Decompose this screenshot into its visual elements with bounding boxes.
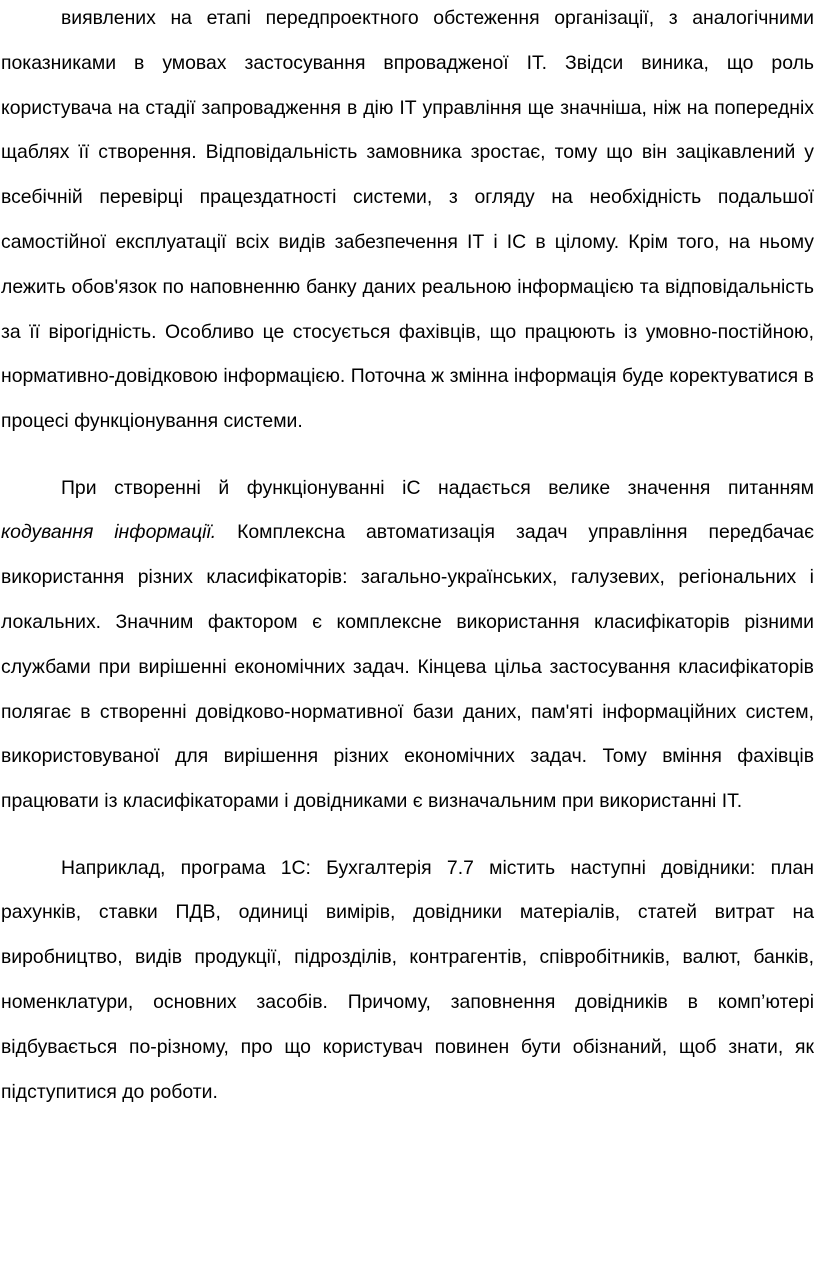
paragraph-information-coding (1, 466, 814, 824)
paragraph-1c-directories: Наприклад, програма 1С: Бухгалтерія 7.7 містить наступні довідники: план рахунків, ставки ПДВ, одиниці вимірів, довідники матеріалів, статей витрат на виробництво, видів продукції, підрозділів, контрагентів, співробітників, валют, банків, номенклатури, основних засобів. Причому, заповнення довідників в комп’ютері відбувається по-різному, про що користувач повинен бути обізнаний, щоб знати, як підступитися до роботи. (1, 856, 814, 1103)
paragraph-information-coding-body: Комплексна автоматизація задач управління передбачає використання різних класифікаторів: загально-українських, галузевих, регіональних і локальних. Значним фактором є комплексне використання класифікаторів різними службами при вирішенні економічних задач. Кінцева цільа застосування класифікаторів полягає в створенні довідково-нормативної бази даних, пам'яті інформаційних систем, використовуваної для вирішення різних економічних задач. Тому вміння фахівців працювати із класифікаторами і довідниками є визначальним при використанні ІТ. (1, 521, 814, 813)
emphasis-information-coding: кодування інформації. (1, 521, 217, 544)
paragraph-user-role: виявлених на етапі передпроектного обстеження організації, з аналогічними показниками в умовах застосування впровадженої ІТ. Звідси виника, що роль користувача на стадії запровадження в дію ІТ управління ще значніша, ніж на попередніх щаблях її створення. Відповідальність замовника зростає, тому що він зацікавлений у всебічній перевірці працездатності системи, з огляду на необхідність подальшої самостійної експлуатації всіх видів забезпечення ІТ і ІС в цілому. Крім того, на ньому лежить обов'язок по наповненню банку даних реальною інформацією та відповідальність за її вірогідність. Особливо це стосується фахівців, що працюють із умовно-постійною, нормативно-довідковою інформацією. Поточна ж змінна інформація буде коректуватися в процесі функціонування системи. (1, 7, 814, 433)
paragraph-information-coding-intro: При створенні й функціонуванні іС надається велике значення питанням (61, 476, 814, 499)
